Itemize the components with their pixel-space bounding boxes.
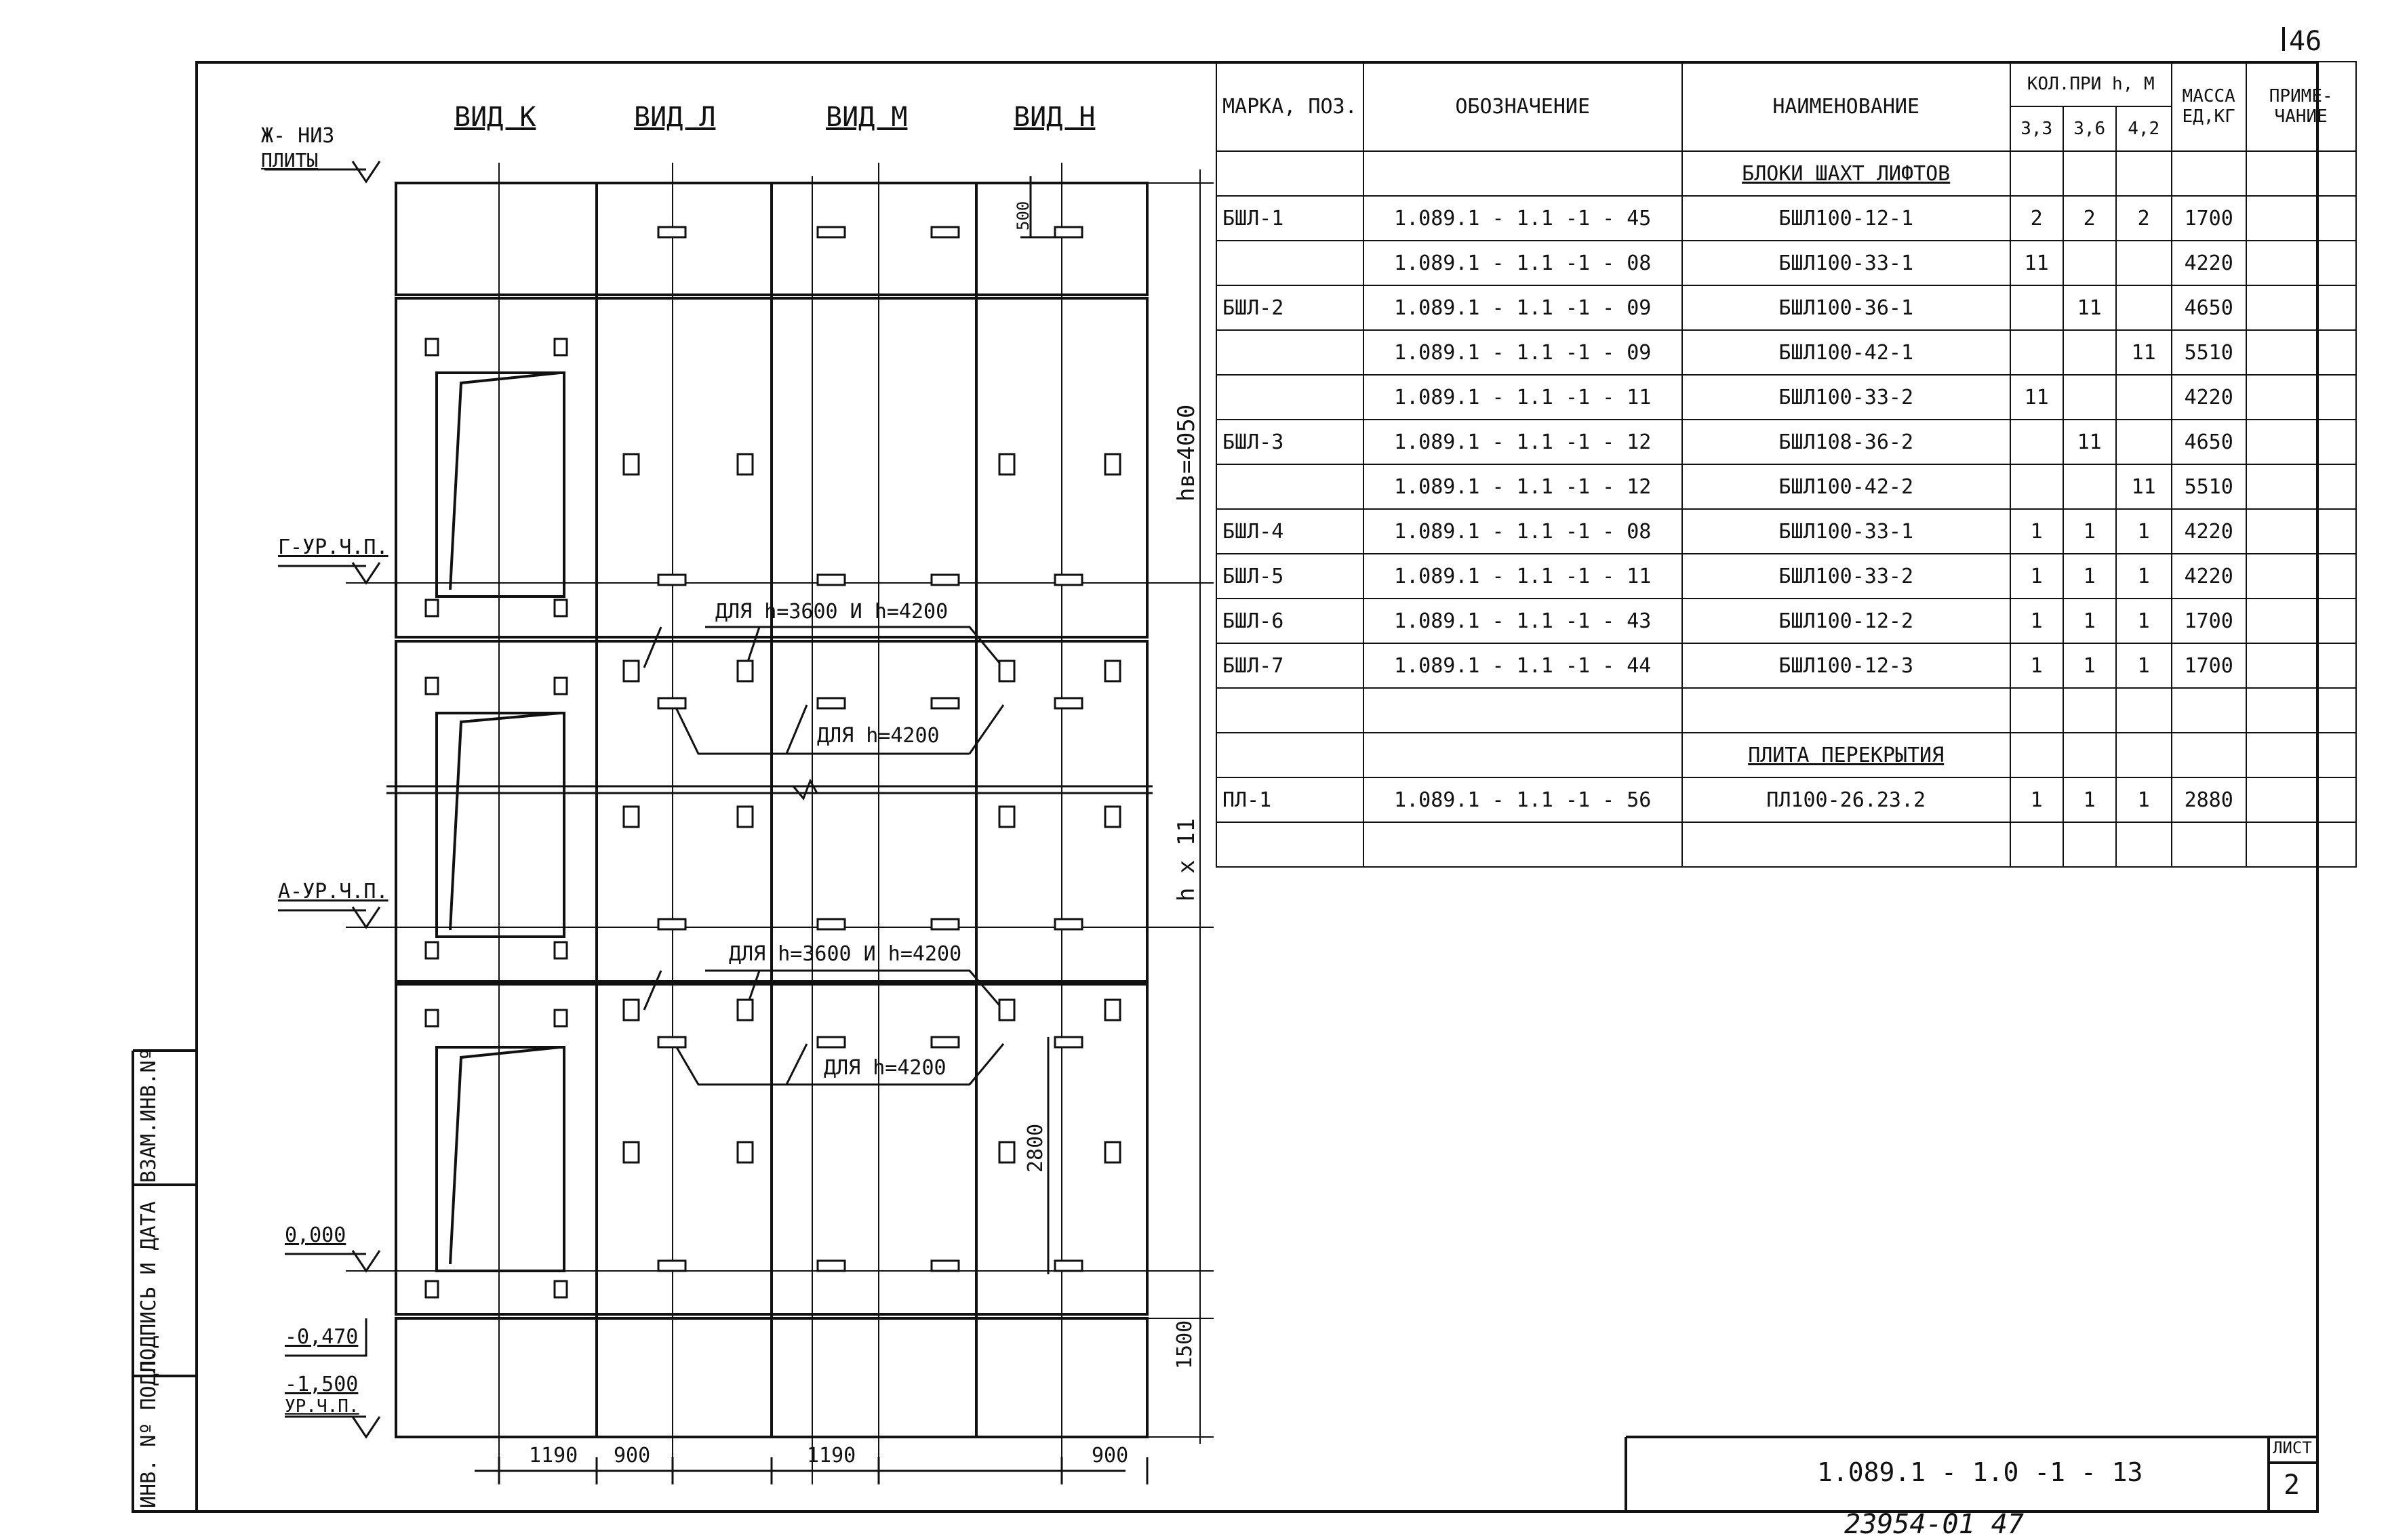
- sheet-number: 2: [2284, 1470, 2301, 1501]
- table-row: [1216, 509, 2356, 554]
- cell-note: [2246, 241, 2356, 285]
- header-q33: 3,3: [2010, 106, 2063, 151]
- cell-des: 1.089.1 - 1.1 -1 - 11: [1363, 554, 1682, 599]
- cell-des: 1.089.1 - 1.1 -1 - 43: [1363, 599, 1682, 643]
- cell-q2: 1: [2063, 643, 2116, 688]
- spacer-row: [1216, 822, 2356, 867]
- table-row: [1216, 464, 2356, 509]
- cell-mark: [1216, 375, 1363, 420]
- section-row: [1216, 733, 2356, 777]
- level-1500-label: -1,500: [285, 1373, 359, 1396]
- table-row: [1216, 554, 2356, 599]
- section-floor-slab: ПЛИТА ПЕРЕКРЫТИЯ: [1682, 733, 2010, 777]
- section-row: [1216, 151, 2356, 196]
- cell-des: 1.089.1 - 1.1 -1 - 08: [1363, 509, 1682, 554]
- cell-mass: 4220: [2172, 509, 2246, 554]
- cell-note: [2246, 420, 2356, 464]
- header-mass: МАССА ЕД,КГ: [2172, 62, 2246, 151]
- cell-des: 1.089.1 - 1.1 -1 - 09: [1363, 330, 1682, 375]
- cell-mark: БШЛ-5: [1216, 554, 1363, 599]
- cell-q2: 11: [2063, 420, 2116, 464]
- cell-des: 1.089.1 - 1.1 -1 - 44: [1363, 643, 1682, 688]
- level-lines: [346, 169, 1214, 1444]
- cell-q1: [2010, 464, 2063, 509]
- cell-q2: 2: [2063, 196, 2116, 241]
- table-row: [1216, 285, 2356, 330]
- cell-mass: 4650: [2172, 420, 2246, 464]
- cell-des: 1.089.1 - 1.1 -1 - 45: [1363, 196, 1682, 241]
- cell-mark: БШЛ-7: [1216, 643, 1363, 688]
- table-row: [1216, 375, 2356, 420]
- dim-900-b: 900: [1092, 1444, 1129, 1467]
- cell-q1: 1: [2010, 643, 2063, 688]
- level-a-label: А-УР.Ч.П.: [278, 880, 389, 904]
- note-h3600-h4200-b: ДЛЯ h=3600 И h=4200: [729, 942, 962, 966]
- cell-q1: 1: [2010, 509, 2063, 554]
- cell-q3: [2116, 420, 2172, 464]
- cell-q1: [2010, 420, 2063, 464]
- cell-q2: 1: [2063, 554, 2116, 599]
- cell-q2: [2063, 375, 2116, 420]
- cell-mark: ПЛ-1: [1216, 777, 1363, 822]
- cell-mass: 1700: [2172, 196, 2246, 241]
- cell-q1: 11: [2010, 241, 2063, 285]
- cell-q1: 1: [2010, 554, 2063, 599]
- cell-mass: 4220: [2172, 375, 2246, 420]
- cell-mark: БШЛ-4: [1216, 509, 1363, 554]
- page-number: 46: [2289, 26, 2322, 57]
- cell-q1: [2010, 330, 2063, 375]
- cell-note: [2246, 643, 2356, 688]
- cell-des: 1.089.1 - 1.1 -1 - 12: [1363, 464, 1682, 509]
- cell-name: БШЛ100-12-1: [1682, 196, 2010, 241]
- cell-q3: 2: [2116, 196, 2172, 241]
- break-line: [386, 781, 1153, 798]
- archive-number: 23954-01 47: [1844, 1509, 2024, 1540]
- header-note: ПРИМЕ- ЧАНИЕ: [2246, 62, 2356, 151]
- cell-name: БШЛ100-33-2: [1682, 554, 2010, 599]
- cell-q1: 1: [2010, 777, 2063, 822]
- cell-note: [2246, 777, 2356, 822]
- note-h4200-b: ДЛЯ h=4200: [824, 1056, 947, 1080]
- table-row: [1216, 196, 2356, 241]
- sheet-label: ЛИСТ: [2273, 1438, 2312, 1457]
- cell-name: БШЛ100-33-2: [1682, 375, 2010, 420]
- cell-name: БШЛ108-36-2: [1682, 420, 2010, 464]
- level-0470-label: -0,470: [285, 1325, 359, 1349]
- cell-mass: 4220: [2172, 241, 2246, 285]
- cell-des: 1.089.1 - 1.1 -1 - 12: [1363, 420, 1682, 464]
- cell-q2: [2063, 241, 2116, 285]
- cell-q1: 2: [2010, 196, 2063, 241]
- cell-des: 1.089.1 - 1.1 -1 - 11: [1363, 375, 1682, 420]
- dim-1500-label: 1500: [1173, 1320, 1197, 1369]
- dim-500-label: 500: [1014, 201, 1033, 230]
- header-designation: ОБОЗНАЧЕНИЕ: [1363, 62, 1682, 151]
- view-l-title: ВИД Л: [634, 102, 716, 133]
- header-qty: КОЛ.ПРИ h, М: [2010, 62, 2172, 106]
- table-row: [1216, 241, 2356, 285]
- cell-mark: [1216, 330, 1363, 375]
- view-m-title: ВИД М: [826, 102, 908, 133]
- dim-1190-b: 1190: [807, 1444, 856, 1467]
- cell-note: [2246, 375, 2356, 420]
- note-h4200: ДЛЯ h=4200: [817, 724, 940, 748]
- panel-grid: [396, 183, 1147, 1437]
- cell-note: [2246, 554, 2356, 599]
- level-zero-label: 0,000: [285, 1223, 346, 1247]
- cell-name: БШЛ100-33-1: [1682, 509, 2010, 554]
- cell-note: [2246, 285, 2356, 330]
- cell-mark: [1216, 464, 1363, 509]
- cell-mark: БШЛ-2: [1216, 285, 1363, 330]
- cell-note: [2246, 509, 2356, 554]
- cell-q1: 1: [2010, 599, 2063, 643]
- cell-designation: 1.089.1 - 1.1 -1 - 56: [1363, 777, 1682, 822]
- cell-mark: БШЛ-6: [1216, 599, 1363, 643]
- dim-1190-a: 1190: [529, 1444, 578, 1467]
- header-q36: 3,6: [2063, 106, 2116, 151]
- header-mark: МАРКА, ПОЗ.: [1216, 62, 1363, 151]
- cell-name: БШЛ100-33-1: [1682, 241, 2010, 285]
- cell-mass: 5510: [2172, 330, 2246, 375]
- header-row: [1216, 62, 2356, 106]
- level-g-label: Г-УР.Ч.П.: [278, 535, 389, 559]
- header-name: НАИМЕНОВАНИЕ: [1682, 62, 2010, 151]
- section-shaft-blocks: БЛОКИ ШАХТ ЛИФТОВ: [1682, 151, 2010, 196]
- door-openings: [437, 373, 564, 1271]
- cell-q2: 1: [2063, 777, 2116, 822]
- cell-q2: 1: [2063, 509, 2116, 554]
- cell-name: БШЛ100-36-1: [1682, 285, 2010, 330]
- cell-note: [2246, 599, 2356, 643]
- cell-des: 1.089.1 - 1.1 -1 - 08: [1363, 241, 1682, 285]
- cell-q3: [2116, 375, 2172, 420]
- cell-q2: 11: [2063, 285, 2116, 330]
- cell-q3: 1: [2116, 509, 2172, 554]
- cell-name: БШЛ100-12-3: [1682, 643, 2010, 688]
- level-1500-label2: УР.Ч.П.: [285, 1396, 359, 1417]
- cell-q3: 11: [2116, 330, 2172, 375]
- cell-des: 1.089.1 - 1.1 -1 - 09: [1363, 285, 1682, 330]
- cell-mass: 1700: [2172, 599, 2246, 643]
- view-n-title: ВИД Н: [1014, 102, 1096, 133]
- view-k-title: ВИД К: [454, 102, 536, 133]
- table-row: [1216, 420, 2356, 464]
- drawing-designation: 1.089.1 - 1.0 -1 - 13: [1817, 1457, 2143, 1487]
- level-zh-label: Ж- НИЗ: [261, 124, 335, 148]
- table-row: [1216, 599, 2356, 643]
- dim-2800-label: 2800: [1024, 1123, 1048, 1173]
- cell-name: ПЛ100-26.23.2: [1682, 777, 2010, 822]
- cell-q1: 11: [2010, 375, 2063, 420]
- stamp-sign-date: ПОДПИСЬ И ДАТА: [137, 1201, 161, 1373]
- cell-q2: 1: [2063, 599, 2116, 643]
- cell-q3: 1: [2116, 599, 2172, 643]
- table-row: [1216, 643, 2356, 688]
- cell-mark: БШЛ-3: [1216, 420, 1363, 464]
- cell-mark: [1216, 241, 1363, 285]
- dim-hb-label: hв=4050: [1173, 404, 1200, 502]
- spacer-row: [1216, 688, 2356, 733]
- header-q42: 4,2: [2116, 106, 2172, 151]
- cell-name: БШЛ100-12-2: [1682, 599, 2010, 643]
- stamp-inv-orig: ИНВ. Nº ПОДЛ.: [137, 1349, 161, 1508]
- cell-q2: [2063, 464, 2116, 509]
- cell-q2: [2063, 330, 2116, 375]
- leader-lines: [644, 627, 1003, 1085]
- cell-mass: 1700: [2172, 643, 2246, 688]
- table-row: [1216, 330, 2356, 375]
- cell-name: БШЛ100-42-1: [1682, 330, 2010, 375]
- dim-hx11-label: h х 11: [1173, 818, 1200, 901]
- cell-note: [2246, 196, 2356, 241]
- note-h3600-h4200: ДЛЯ h=3600 И h=4200: [715, 600, 949, 624]
- table-row-slab: [1216, 777, 2356, 822]
- cell-q3: 1: [2116, 554, 2172, 599]
- dim-900-a: 900: [614, 1444, 651, 1467]
- level-zh-label2: ПЛИТЫ: [261, 149, 319, 171]
- cell-q3: [2116, 241, 2172, 285]
- cell-mass: 4650: [2172, 285, 2246, 330]
- cell-mass: 5510: [2172, 464, 2246, 509]
- cell-q3: 1: [2116, 777, 2172, 822]
- cell-mark: БШЛ-1: [1216, 196, 1363, 241]
- cell-note: [2246, 330, 2356, 375]
- specification-table: [1216, 61, 2357, 868]
- cell-note: [2246, 464, 2356, 509]
- cell-name: БШЛ100-42-2: [1682, 464, 2010, 509]
- cell-mass: 4220: [2172, 554, 2246, 599]
- stamp-inv-repl: ВЗАМ.ИНВ.Nº: [137, 1048, 161, 1183]
- cell-q3: [2116, 285, 2172, 330]
- cell-q3: 1: [2116, 643, 2172, 688]
- cell-q1: [2010, 285, 2063, 330]
- cell-mass: 2880: [2172, 777, 2246, 822]
- cell-q3: 11: [2116, 464, 2172, 509]
